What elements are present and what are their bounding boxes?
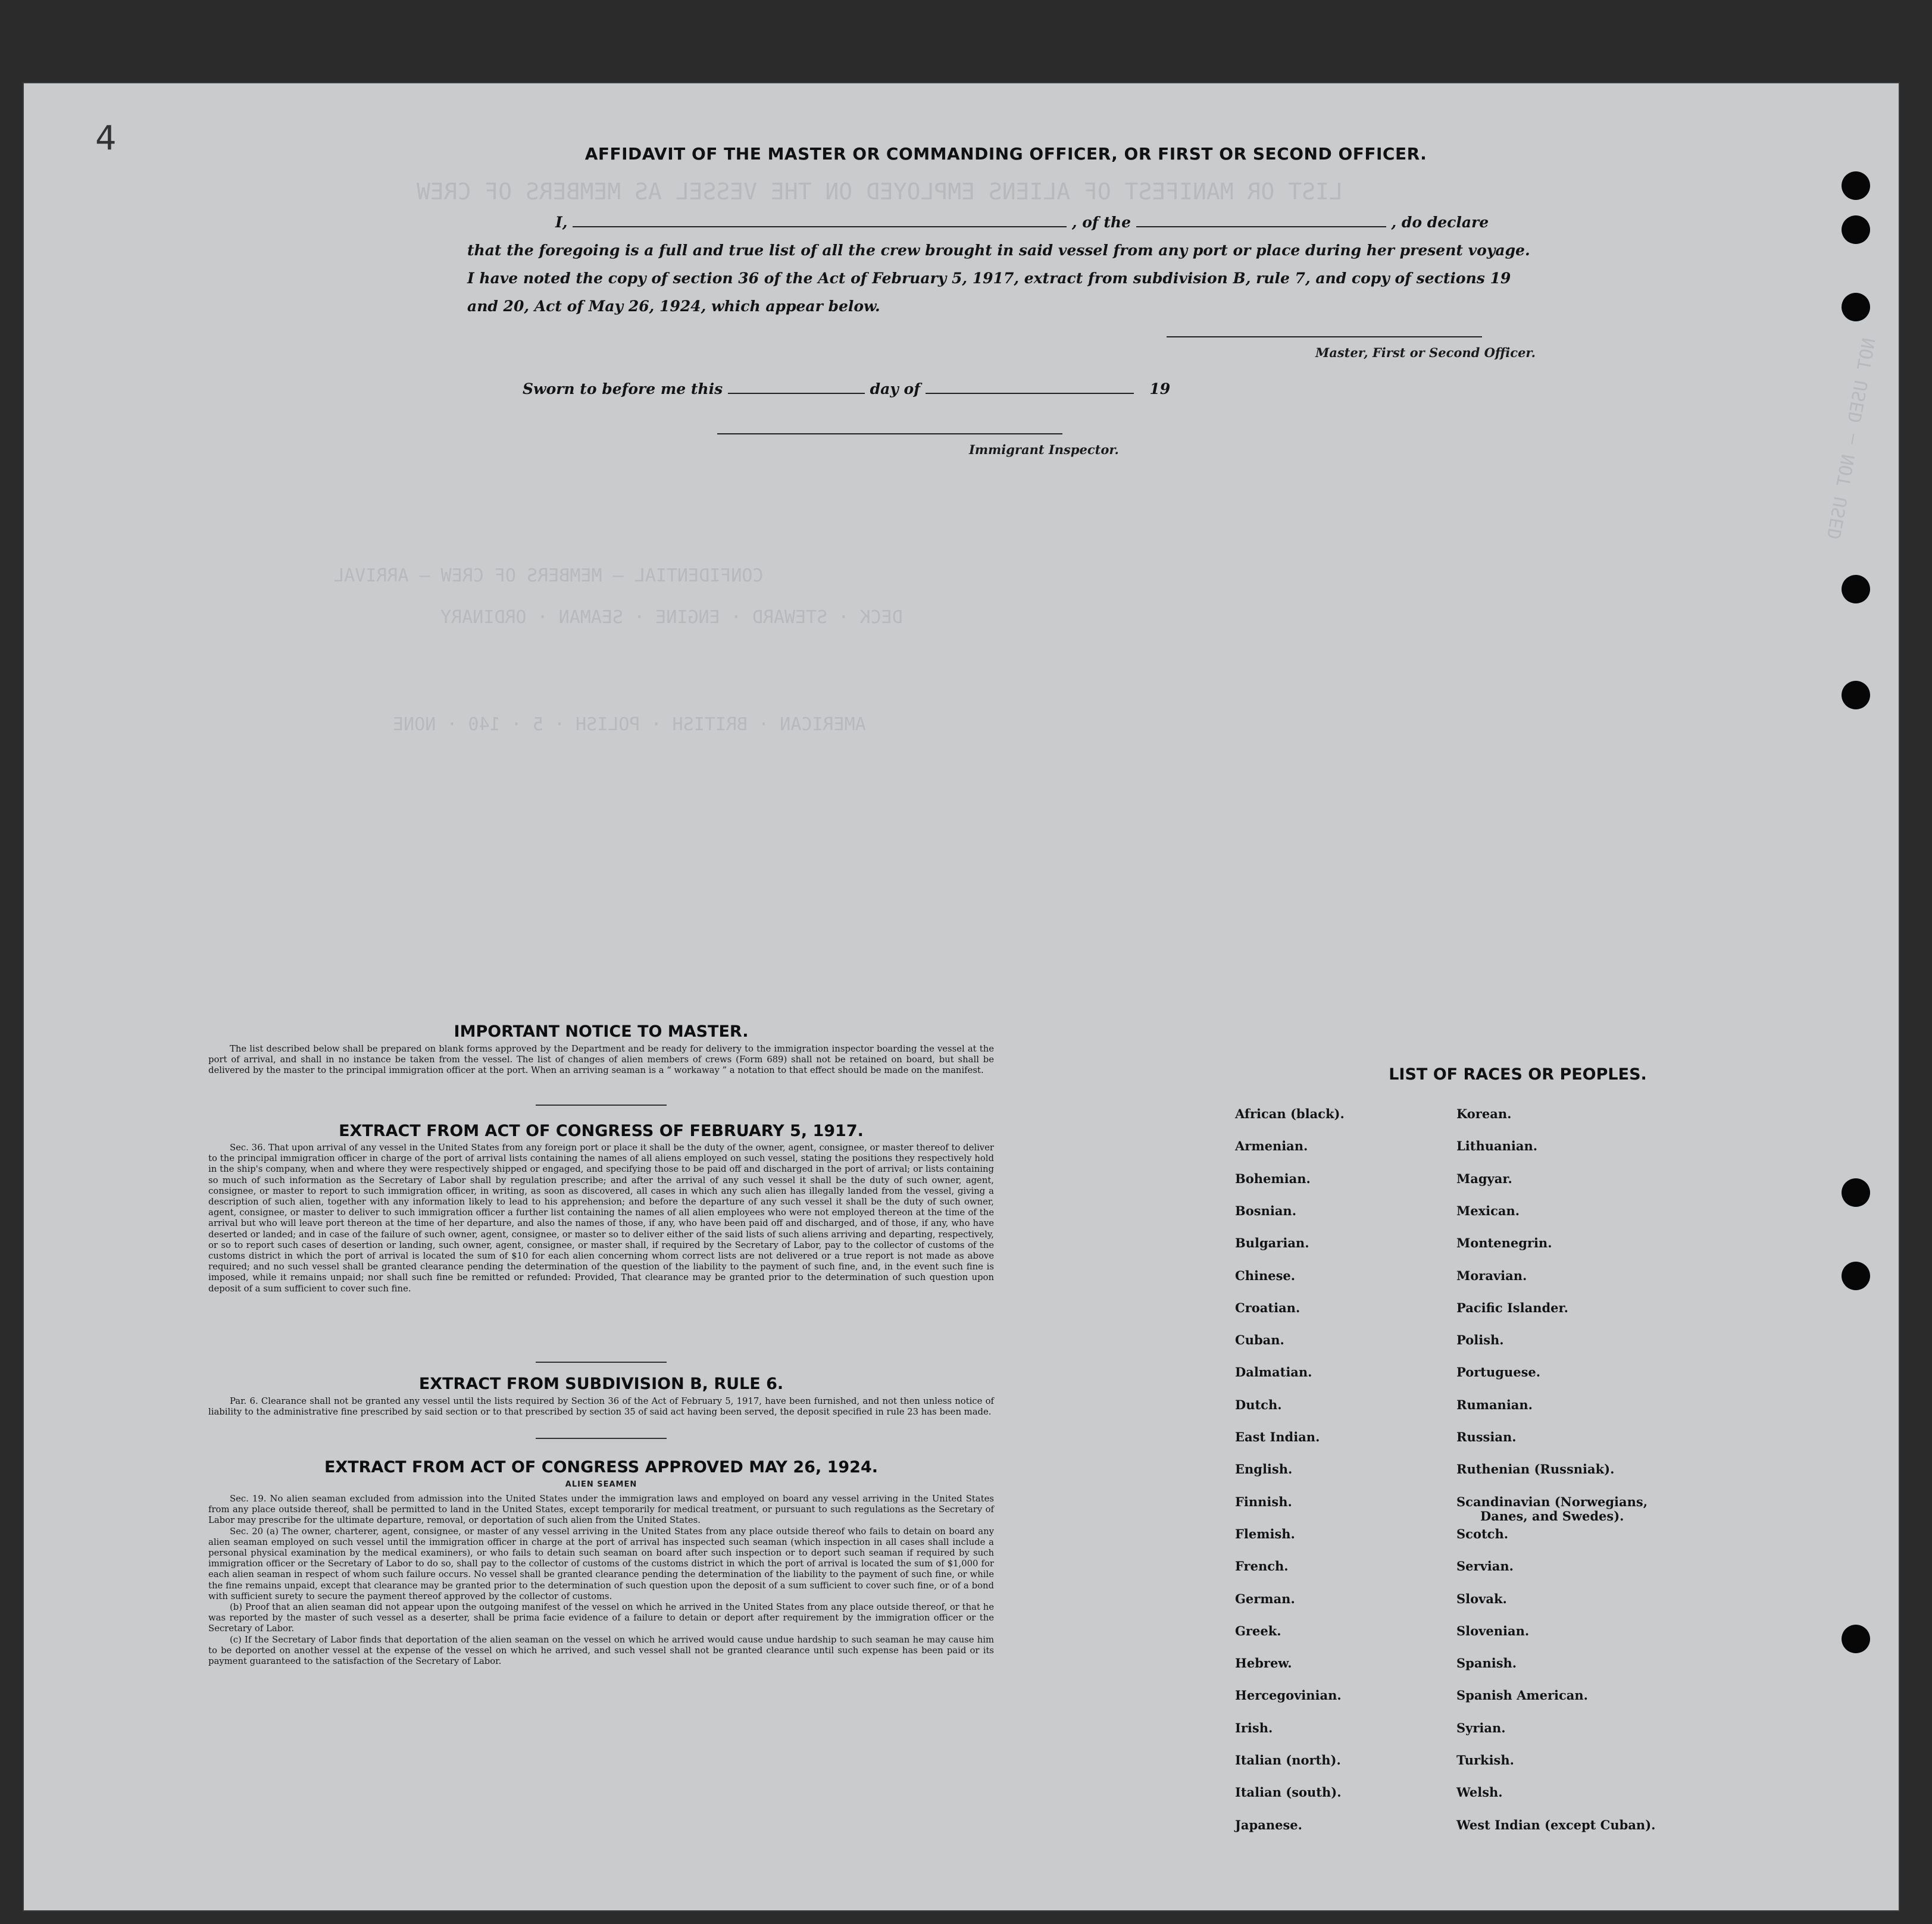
affidavit-declaration-line — [555, 213, 1489, 231]
inspector-signature-caption: Immigrant Inspector. — [969, 442, 1119, 457]
master-signature-caption: Master, First or Second Officer. — [1315, 345, 1536, 360]
race-item: African (black). — [1235, 1106, 1345, 1121]
bleed-through-text: NOT USED — NOT USED — [1824, 336, 1880, 542]
extract-1924-title: EXTRACT FROM ACT OF CONGRESS APPROVED MAY 26, 1924. — [324, 1458, 879, 1476]
inspector-signature-line[interactable] — [717, 433, 1062, 434]
race-item: Bohemian. — [1235, 1171, 1311, 1186]
affidavit-do-declare-label: , do declare — [1391, 214, 1489, 231]
races-title: LIST OF RACES OR PEOPLES. — [1389, 1065, 1647, 1084]
race-item: Italian (south). — [1235, 1785, 1342, 1800]
race-item: Slovak. — [1456, 1591, 1507, 1606]
sec-20a-paragraph: Sec. 20 (a) The owner, charterer, agent, consignee, or master of any vessel arriving in the United States from any place outside thereof who fails to detain on board any alien seaman employed on such vessel until the immigration officer in charge at the port of arrival has inspected such seaman (which inspection in all cases shall include a personal physical examination by the medical examiners), or who fails to detain such seaman on board after such inspection or to deport such seaman if required by such immigration officer or the Secretary of Labor to do so, shall pay to the collector of customs of the customs district in which the port of arrival is located the sum of $1,000 for each alien seaman in respect of whom such failure occurs. No vessel shall be granted clearance pending the determination of the liability to the payment of such fine, or while the fine remains unpaid, except that clearance may be granted prior to the determination of such question upon the deposit of a sum sufficient to cover such fine, or of a bond with sufficient surety to secure the payment thereof approved by the collector of customs. — [208, 1526, 994, 1601]
notice-text — [208, 1044, 994, 1077]
extract-1917-text — [208, 1143, 994, 1294]
punch-hole — [1842, 575, 1870, 603]
race-item: Finnish. — [1235, 1494, 1292, 1509]
section-divider — [536, 1362, 667, 1363]
race-item: English. — [1235, 1462, 1293, 1477]
race-item: Syrian. — [1456, 1720, 1506, 1735]
sworn-day-of-label: day of — [870, 380, 920, 398]
punch-hole — [1842, 1625, 1870, 1653]
race-item: Japanese. — [1235, 1817, 1302, 1832]
race-item: Portuguese. — [1456, 1365, 1541, 1380]
race-item: Moravian. — [1456, 1268, 1527, 1283]
master-name-blank[interactable] — [573, 213, 1067, 227]
race-item: Servian. — [1456, 1559, 1514, 1574]
sworn-month-blank[interactable] — [926, 380, 1134, 394]
race-item: Pacific Islander. — [1456, 1300, 1568, 1315]
race-item: French. — [1235, 1559, 1289, 1574]
punch-hole — [1842, 171, 1870, 200]
race-item: Croatian. — [1235, 1300, 1300, 1315]
sworn-prefix: Sworn to before me this — [523, 380, 723, 398]
affidavit-of-the-label: , of the — [1071, 214, 1131, 231]
sworn-year-label: 19 — [1149, 380, 1171, 398]
master-signature-line[interactable] — [1167, 336, 1482, 337]
punch-hole — [1842, 215, 1870, 244]
section-divider — [536, 1105, 667, 1106]
bleed-through-text: LIST OR MANIFEST OF ALIENS EMPLOYED ON THE VESSEL AS MEMBERS OF CREW — [417, 179, 1343, 205]
race-item: Montenegrin. — [1456, 1235, 1552, 1251]
handwritten-mark: 4 — [95, 119, 117, 158]
race-item: Welsh. — [1456, 1785, 1503, 1800]
section-divider — [536, 1438, 667, 1439]
punch-hole — [1842, 1262, 1870, 1290]
race-item: Spanish American. — [1456, 1688, 1588, 1703]
race-item: Bulgarian. — [1235, 1235, 1309, 1251]
race-item: Slovenian. — [1456, 1623, 1530, 1638]
bleed-through-text: DECK · STEWARD · ENGINE · SEAMAN · ORDINARY — [440, 607, 903, 628]
race-item: Scandinavian (Norwegians, — [1456, 1494, 1648, 1509]
race-item: Ruthenian (Russniak). — [1456, 1462, 1615, 1477]
alien-seamen-subtitle: ALIEN SEAMEN — [565, 1480, 637, 1489]
bleed-through-text: AMERICAN · BRITISH · POLISH · 5 · 140 · NONE — [393, 714, 866, 735]
race-item: Chinese. — [1235, 1268, 1296, 1283]
par-6-paragraph: Par. 6. Clearance shall not be granted any vessel until the lists required by Section 36 of the Act of February 5, 1917, have been furnished, and not then unless notice of liability to the administrative fine prescribed by said section or to that prescribed by section 35 of said act having been served, the deposit specified in rule 23 has been made. — [208, 1396, 994, 1418]
sworn-line — [523, 380, 1170, 398]
race-item: Mexican. — [1456, 1203, 1520, 1218]
section-36-paragraph: Sec. 36. That upon arrival of any vessel in the United States from any foreign port or place it shall be the duty of the owner, agent, consignee, or master thereof to deliver to the principal immigration officer in charge of the port of arrival lists containing the names of all aliens employed on such vessel, stating the positions they respectively hold in the ship's company, when and where they were respectively shipped or engaged, and specifying those to be paid off and discharged in the port of arrival; or lists containing so much of such information as the Secretary of Labor shall by regulation prescribe; and after the arrival of any such vessel it shall be the duty of such owner, agent, consignee, or master to report to such immigration officer, in writing, as soon as discovered, all cases in which any such alien has illegally landed from the vessel, giving a description of such alien, together with any information likely to lead to his apprehension; and before the departure of any such vessel it shall be the duty of such owner, agent, consignee, or master to deliver to such immigration officer a further list containing the names of all alien employees who were not employed thereon at the time of the arrival but who will leave port thereon at the time of her departure, and also the names of those, if any, who have been paid off and discharged, and of those, if any, who have deserted or landed; and in case of the failure of such owner, agent, consignee, or master so to deliver either of the said lists of such aliens arriving and departing, respectively, or so to report such cases of desertion or landing, such owner, agent, consignee, or master shall, if required by the Secretary of Labor, pay to the collector of customs of the customs district in which the port of arrival is located the sum of $10 for each alien concerning whom correct lists are not delivered or a true report is not made as above required; and no such vessel shall be granted clearance pending the determination of the question of the liability to the payment of such fine, and, in the event such fine is imposed, while it remains unpaid; nor shall such fine be remitted or refunded: Provided, That clearance may be granted prior to the determination of such question upon deposit of a sum sufficient to cover such fine. — [208, 1143, 994, 1294]
race-item: Rumanian. — [1456, 1397, 1533, 1412]
race-item: Greek. — [1235, 1623, 1281, 1638]
race-item: Spanish. — [1456, 1656, 1517, 1671]
race-item: Turkish. — [1456, 1753, 1514, 1767]
race-item: Russian. — [1456, 1429, 1517, 1444]
notice-title: IMPORTANT NOTICE TO MASTER. — [454, 1022, 749, 1041]
punch-hole — [1842, 1178, 1870, 1207]
affidavit-line-4: and 20, Act of May 26, 1924, which appear below. — [467, 298, 880, 315]
race-item: Polish. — [1456, 1332, 1504, 1348]
race-item: Armenian. — [1235, 1138, 1308, 1154]
affidavit-line-2: that the foregoing is a full and true list of all the crew brought in said vessel from any port or place during her present voyage. — [467, 242, 1530, 259]
bleed-through-text: CONFIDENTIAL — MEMBERS OF CREW — ARRIVAL — [333, 565, 764, 586]
race-item: Korean. — [1456, 1106, 1512, 1121]
race-item: Italian (north). — [1235, 1753, 1341, 1767]
document-page — [24, 83, 1899, 1910]
subdivision-b-text — [208, 1396, 994, 1418]
race-item: Bosnian. — [1235, 1203, 1297, 1218]
punch-hole — [1842, 681, 1870, 709]
race-item: Magyar. — [1456, 1171, 1512, 1186]
race-item: German. — [1235, 1591, 1295, 1606]
extract-1917-title: EXTRACT FROM ACT OF CONGRESS OF FEBRUARY 5, 1917. — [339, 1122, 864, 1140]
punch-hole — [1842, 293, 1870, 321]
affidavit-i-label: I, — [555, 214, 568, 231]
notice-paragraph: The list described below shall be prepared on blank forms approved by the Department and be ready for delivery to the immigration inspector boarding the vessel at the port of arrival, and shall in no instance be taken from the vessel. The list of changes of alien members of crews (Form 689) shall not be retained on board, but shall be delivered by the master to the principal immigration officer at the port. When an arriving seaman is a “ workaway ” a notation to that effect should be made on the manifest. — [208, 1044, 994, 1076]
race-item: Cuban. — [1235, 1332, 1284, 1348]
sec-20b-paragraph: (b) Proof that an alien seaman did not appear upon the outgoing manifest of the vessel on which he arrived in the United States from any place outside thereof, or that he was reported by the master of such vessel as a deserter, shall be prima facie evidence of a failure to detain or deport after requirement by the immigration officer or the Secretary of Labor. — [208, 1602, 994, 1634]
race-item: Dalmatian. — [1235, 1365, 1312, 1380]
subdivision-b-title: EXTRACT FROM SUBDIVISION B, RULE 6. — [418, 1375, 784, 1393]
race-item: Flemish. — [1235, 1526, 1295, 1541]
race-item: Hercegovinian. — [1235, 1688, 1342, 1703]
vessel-name-blank[interactable] — [1136, 213, 1386, 227]
race-item: East Indian. — [1235, 1429, 1320, 1444]
affidavit-line-3: I have noted the copy of section 36 of the Act of February 5, 1917, extract from subdivision B, rule 7, and copy of sections 19 — [467, 270, 1511, 287]
race-item: Irish. — [1235, 1720, 1273, 1735]
race-item: Danes, and Swedes). — [1480, 1508, 1624, 1523]
race-item: Dutch. — [1235, 1397, 1282, 1412]
sec-20c-paragraph: (c) If the Secretary of Labor finds that deportation of the alien seaman on the vessel on which he arrived would cause undue hardship to such seaman he may cause him to be deported on another vessel at the expense of the vessel on which he arrived, and such vessel shall not be granted clearance until such expense has been paid or its payment guaranteed to the satisfaction of the Secretary of Labor. — [208, 1634, 994, 1667]
affidavit-title: AFFIDAVIT OF THE MASTER OR COMMANDING OFFICER, OR FIRST OR SECOND OFFICER. — [584, 144, 1427, 164]
extract-1924-text — [208, 1494, 994, 1667]
sworn-day-blank[interactable] — [728, 380, 865, 394]
race-item: Lithuanian. — [1456, 1138, 1538, 1154]
sec-19-paragraph: Sec. 19. No alien seaman excluded from admission into the United States under the immigration laws and employed on board any vessel arriving in the United States from any place outside thereof, shall be permitted to land in the United States, except temporarily for medical treatment, or pursuant to such regulations as the Secretary of Labor may prescribe for the ultimate departure, removal, or deportation of such alien from the United States. — [208, 1494, 994, 1526]
race-item: Hebrew. — [1235, 1656, 1292, 1671]
race-item: West Indian (except Cuban). — [1456, 1817, 1656, 1832]
race-item: Scotch. — [1456, 1526, 1509, 1541]
